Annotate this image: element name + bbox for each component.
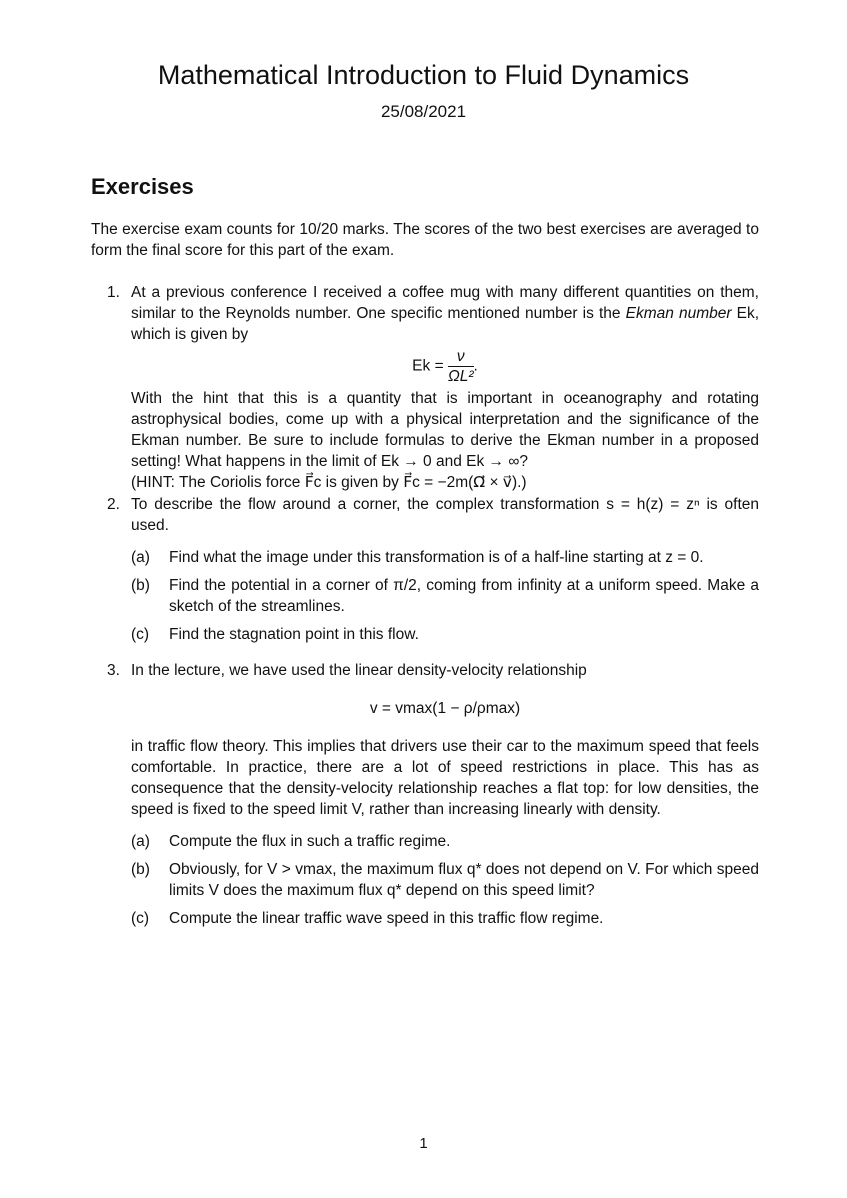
exercise-text: To describe the flow around a corner, the complex transformation s = h(z) = zⁿ is often used. xyxy=(131,496,759,534)
emphasis-text: Ekman number xyxy=(625,305,732,322)
equation-numerator: ν xyxy=(448,347,474,367)
exercise-hint: (HINT: The Coriolis force F⃗c is given by F⃗c = −2m(Ω⃗ × v⃗).) xyxy=(131,474,527,491)
page-number: 1 xyxy=(419,1135,428,1152)
exercise-paragraph: in traffic flow theory. This implies that drivers use their car to the maximum speed that feels comfortable. In practice, there are a lot of speed restrictions in place. This has as consequence that the density-velocity relationship reaches a flat top: for low densities, the speed is fixed to the speed limit V, rather than increasing linearly with density. xyxy=(131,738,759,818)
equation-denominator: ΩL² xyxy=(447,368,474,385)
sub-question-label: (b) xyxy=(131,577,150,594)
sub-question-label: (c) xyxy=(131,910,150,927)
exercise-2 xyxy=(91,494,759,652)
sub-question: (b) Find the potential in a corner of π/2, coming from infinity at a uniform speed. Make a sketch of the streamlines. xyxy=(131,577,759,615)
sub-question-list xyxy=(131,831,759,929)
sub-question-label: (a) xyxy=(131,833,150,850)
sub-question: (a) Compute the flux in such a traffic regime. xyxy=(131,833,451,850)
exercise-number: 1. xyxy=(107,284,120,301)
exercise-paragraph: With the hint that this is a quantity that is important in oceanography and rotating astrophysical bodies, come up with a physical interpretation and the significance of the Ekman number. Be sure to include formulas to derive the Ekman number in a proposed setting! What happens in the limit of Ek → 0 and Ek → ∞? xyxy=(131,390,759,470)
sub-question: (b) Obviously, for V > vmax, the maximum flux q* does not depend on V. For which speed limits V does the maximum flux q* depend on this speed limit? xyxy=(131,861,759,899)
velocity-equation: v = vmax(1 − ρ/ρmax) xyxy=(369,700,521,717)
document-title: Mathematical Introduction to Fluid Dynamics xyxy=(157,60,690,90)
exercise-text: At a previous conference I received a coffee mug with many different quantities on them, similar to the Reynolds number. One specific mentioned number is the Ekman number Ek, which is given by xyxy=(131,284,760,343)
sub-question-list xyxy=(131,547,759,645)
exercise-text: In the lecture, we have used the linear density-velocity relationship xyxy=(131,662,587,679)
section-heading: Exercises xyxy=(91,174,194,199)
exercise-number: 3. xyxy=(107,662,120,679)
sub-question-label: (b) xyxy=(131,861,150,878)
sub-question: (c) Find the stagnation point in this flow. xyxy=(131,626,419,643)
sub-question-label: (a) xyxy=(131,549,150,566)
exercise-3 xyxy=(91,660,759,936)
exercise-1 xyxy=(91,282,759,493)
intro-paragraph: The exercise exam counts for 10/20 marks. The scores of the two best exercises are averaged to form the final score for this part of the exam. xyxy=(91,221,759,259)
sub-question: (c) Compute the linear traffic wave speed in this traffic flow regime. xyxy=(131,910,604,927)
sub-question: (a) Find what the image under this transformation is of a half-line starting at z = 0. xyxy=(131,549,704,566)
sub-question-label: (c) xyxy=(131,626,150,643)
exercise-number: 2. xyxy=(107,496,120,513)
ekman-equation: Ek = $\frac{\nu}{\text{ΩL²}}$ . xyxy=(412,348,478,385)
document-date: 25/08/2021 xyxy=(380,102,467,121)
